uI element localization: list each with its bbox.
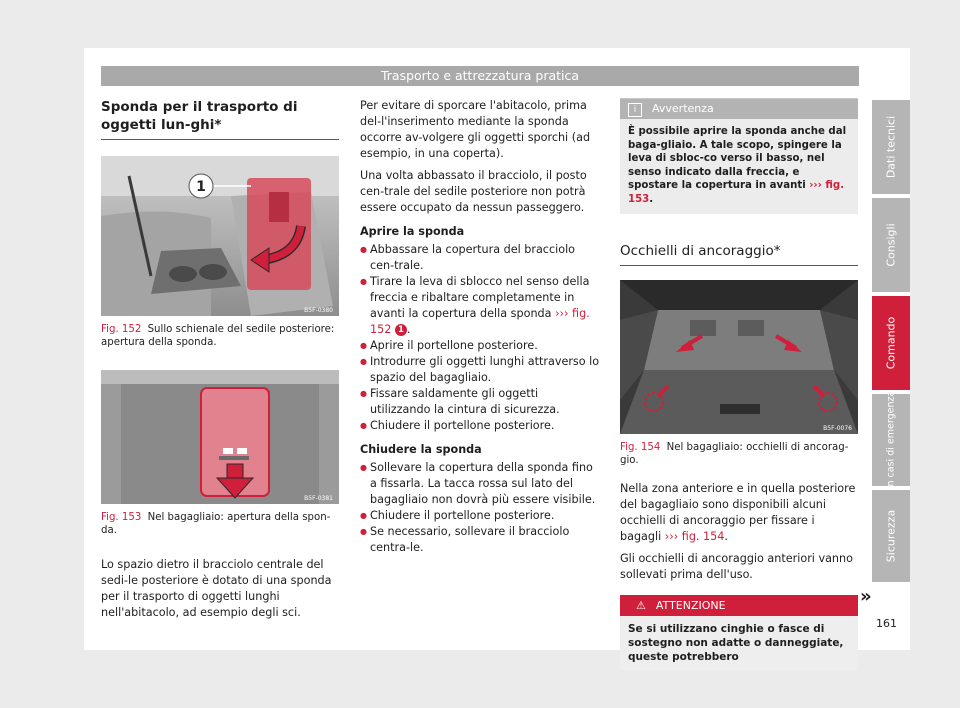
tab-label: Comando [884,316,898,370]
figure-154-number: Fig. 154 [620,442,661,453]
open-step: ● Abbassare la copertura del bracciolo cen-trale. [360,242,600,274]
figure-152-code: B5F-0380 [304,307,333,314]
open-step: ● Aprire il portellone posteriore. [360,338,600,354]
figure-152-text: Sullo schienale del sedile posteriore: apertura della sponda. [101,324,335,348]
open-heading: Aprire la sponda [360,225,465,238]
column-left [101,98,339,621]
figure-154 [620,280,858,467]
figure-154-caption [620,441,858,467]
warning-label: ATTENZIONE [655,599,726,612]
figure-154-code: B5F-0076 [823,425,852,432]
figure-152 [101,156,339,349]
tab-label: In casi di emergenza [885,390,897,490]
figure-153-number: Fig. 153 [101,512,142,523]
section-title-occhielli: Occhielli di ancoraggio* [620,242,858,266]
intro-paragraph: Per evitare di sporcare l'abitacolo, prima del-l'inserimento mediante la sponda occorre av-volgere gli oggetti sporchi (ad esempio, in una coperta). [360,99,591,160]
open-step-text: Tirare la leva di sblocco nel senso della freccia e ribaltare completamente in avanti la copertura della sponda [370,275,590,320]
tab-comando[interactable] [872,296,910,390]
fig-152-link[interactable]: ››› fig. 152 [370,307,590,336]
note-header [620,99,858,119]
figure-153-text: Nel bagagliaio: apertura della spon-da. [101,512,331,536]
open-step: ● Fissare saldamente gli oggetti utilizzando la cintura di sicurezza. [360,386,600,418]
close-step: ● Sollevare la copertura della sponda fino a fissarla. La tacca rossa sul lato del bagagliaio non dovrà più essere visibile. [360,460,600,508]
column-middle [360,98,600,556]
tab-dati-tecnici[interactable] [872,100,910,194]
close-step: ● Se necessario, sollevare il bracciolo centra-le. [360,524,600,556]
occhielli-paragraph-1-text: Nella zona anteriore e in quella posteriore del bagagliaio sono disponibili alcuni occhielli di ancoraggio per fissare i bagagli [620,482,856,543]
tab-sicurezza[interactable] [872,490,910,582]
page-number: 161 [876,617,897,630]
note-text: È possibile aprire la sponda anche dal baga-gliaio. A tale scopo, spingere la leva di sbloc-co verso il basso, nel senso indicato dalla freccia, e spostare la copertura in avanti [628,126,847,191]
figure-153-image [101,370,339,504]
continue-mark: » [860,586,872,607]
close-heading: Chiudere la sponda [360,443,482,456]
close-step: ● Chiudere il portellone posteriore. [360,508,600,524]
warning-header [620,595,858,616]
tab-label: Sicurezza [884,509,898,563]
tab-label: Dati tecnici [884,115,898,179]
page-header: Trasporto e attrezzatura pratica [101,66,859,86]
intro-paragraph-2: Una volta abbassato il bracciolo, il posto cen-trale del sedile posteriore non potrà essere occupato da nessun passeggero. [360,169,587,214]
tab-consigli[interactable] [872,198,910,292]
tab-label: Consigli [884,223,898,267]
figure-152-caption [101,323,339,349]
figure-153 [101,370,339,537]
note-label: Avvertenza [652,102,714,115]
info-icon: i [628,103,642,117]
callout-1-badge: 1 [395,324,407,336]
occhielli-paragraph-2: Gli occhielli di ancoraggio anteriori vanno sollevati prima dell'uso. [620,552,853,581]
section-title-sponda: Sponda per il trasporto di oggetti lun-ghi* [101,98,339,140]
fig-153-link[interactable]: ››› fig. 153 [628,180,845,205]
sponda-intro-paragraph: Lo spazio dietro il bracciolo centrale del sedi-le posteriore è dotato di una sponda per il trasporto di oggetti lunghi nell'abitacolo, ad esempio degli sci. [101,558,332,619]
note-body: È possibile aprire la sponda anche dal baga-gliaio. A tale scopo, spingere la leva di sbloc-co verso il basso, nel senso indicato dalla freccia, e spostare la copertura in avanti ››› fig. 153. [628,126,847,205]
figure-154-image [620,280,858,434]
figure-153-code: B5F-0381 [304,495,333,502]
warning-text: Se si utilizzano cinghie o fasce di sostegno non adatte o danneggiate, queste potrebbero [628,623,844,663]
warning-box [620,595,858,670]
warning-icon: ⚠ [636,599,646,612]
fig-154-link[interactable]: ››› fig. 154 [664,530,725,543]
tab-in-casi-di-emergenza[interactable] [872,390,910,490]
figure-152-number: Fig. 152 [101,324,142,335]
column-right [620,98,858,670]
figure-154-text: Nel bagagliaio: occhielli di ancorag-gio. [620,442,849,466]
figure-153-caption [101,511,339,537]
open-step: ● Introdurre gli oggetti lunghi attraverso lo spazio del bagagliaio. [360,354,600,386]
occhielli-paragraph-1: Nella zona anteriore e in quella posteriore del bagagliaio sono disponibili alcuni occhielli di ancoraggio per fissare i bagagli ››› fig. 154. [620,482,856,543]
figure-152-image [101,156,339,316]
open-step: ● Chiudere il portellone posteriore. [360,418,600,434]
figure-152-callout: 1 [196,179,206,195]
note-box [620,98,858,214]
open-step: ● Tirare la leva di sblocco nel senso della freccia e ribaltare completamente in avanti la copertura della sponda ››› fig. 152 1 . [360,274,600,338]
